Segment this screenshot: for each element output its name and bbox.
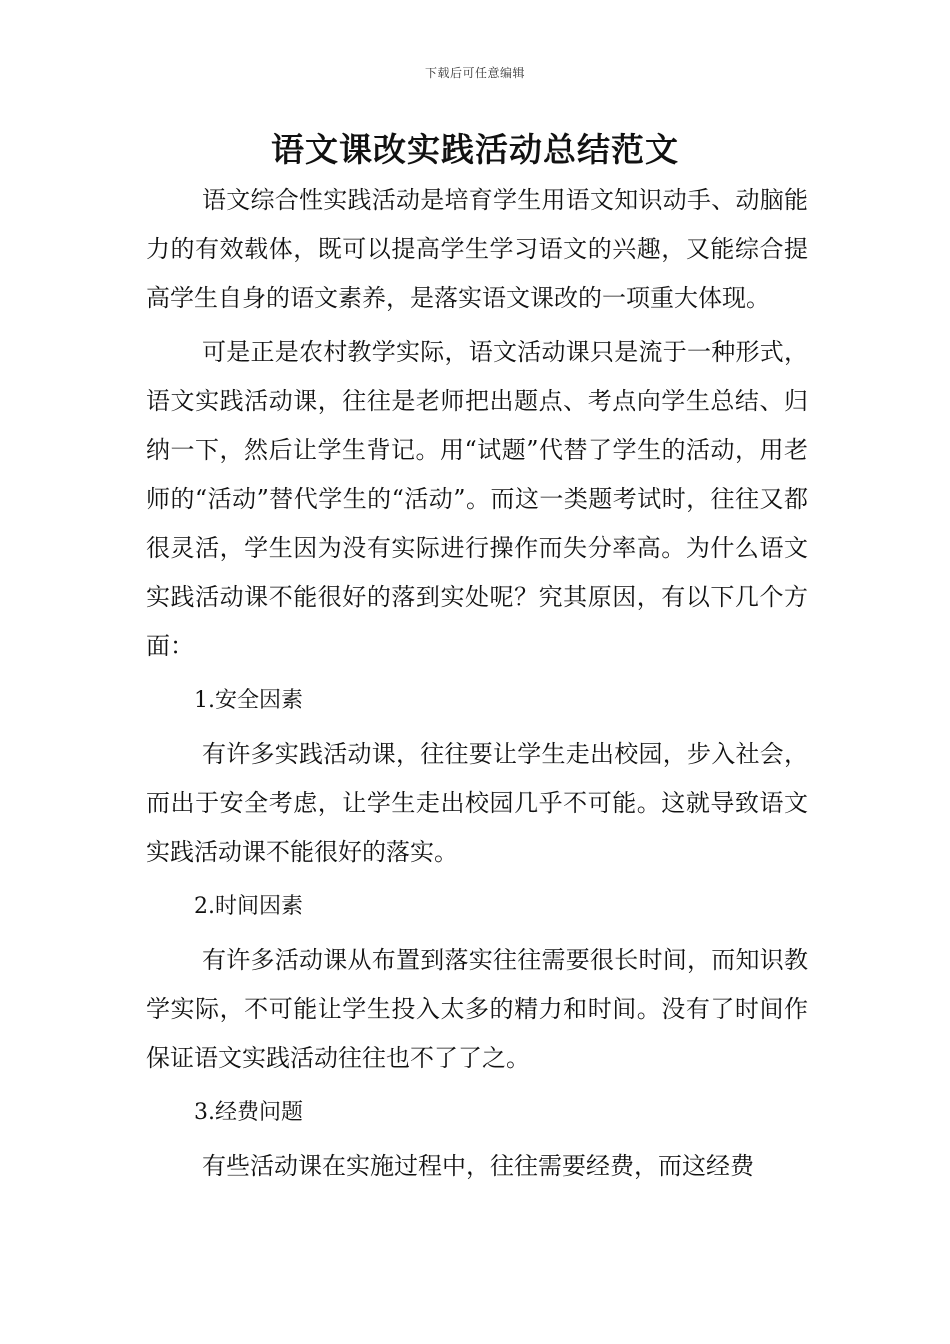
paragraph-problem: 可是正是农村教学实际，语文活动课只是流于一种形式，语文实践活动课，往往是老师把出题点、考点向学生总结、归纳一下，然后让学生背记。用“试题”代替了学生的活动，用老师的“活动”替代学生的“活动”。而这一类题考试时，往往又都很灵活，学生因为没有实际进行操作而失分率高。为什么语文实践活动课不能很好的落到实处呢？究其原因，有以下几个方面： [146,338,808,660]
section-heading-funding: 3.经费问题 [194,1100,303,1125]
section-text-safety: 有许多实践活动课，往往要让学生走出校园，步入社会，而出于安全考虑，让学生走出校园几乎不可能。这就导致语文实践活动课不能很好的落实。 [146,740,808,866]
document-body [146,176,808,1196]
section-heading-safety: 1.安全因素 [194,688,303,713]
section-heading-time: 2.时间因素 [194,894,303,919]
section-text-time: 有许多活动课从布置到落实往往需要很长时间，而知识教学实际，不可能让学生投入太多的精力和时间。没有了时间作保证语文实践活动往往也不了了之。 [146,946,808,1072]
section-text-funding: 有些活动课在实施过程中，往往需要经费，而这经费 [202,1152,754,1180]
page-header: 下载后可任意编辑 [424,66,525,80]
document-title: 语文课改实践活动总结范文 [271,130,679,169]
paragraph-intro: 语文综合性实践活动是培育学生用语文知识动手、动脑能力的有效载体，既可以提高学生学习语文的兴趣，又能综合提高学生自身的语文素养，是落实语文课改的一项重大体现。 [146,186,808,312]
